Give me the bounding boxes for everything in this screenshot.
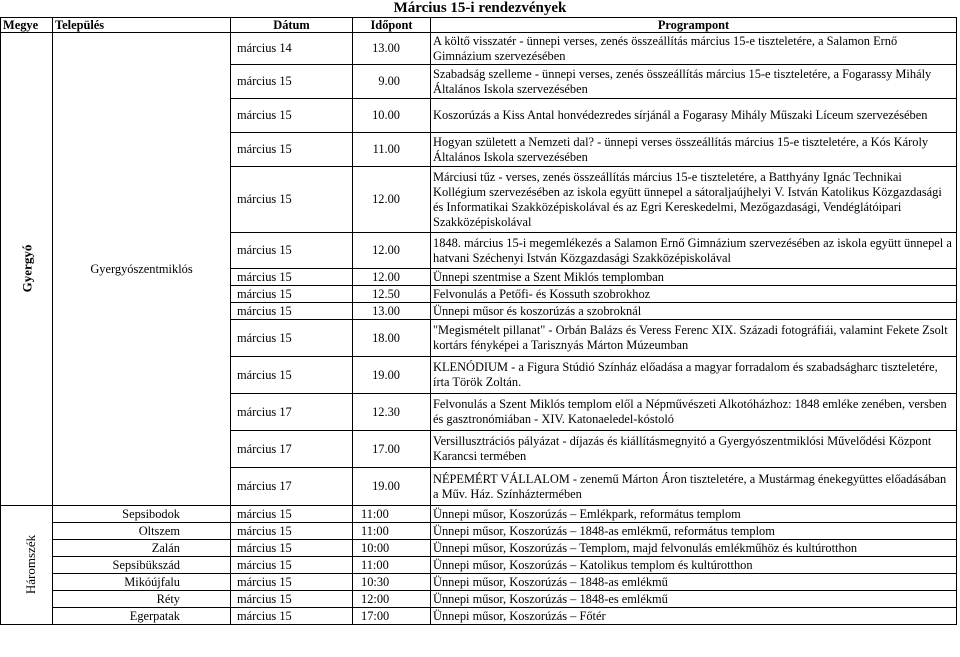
- date-cell: március 15: [231, 357, 353, 394]
- program-cell: Versillusztrációs pályázat - díjazás és kiállításmegnyitó a Gyergyószentmiklósi Művelődési Központ Karancsi termében: [431, 431, 957, 468]
- header-row: [1, 18, 957, 33]
- program-cell: Felvonulás a Szent Miklós templom elől a Népművészeti Alkotóházhoz: 1848 emléke zenében, versben és gasztronómiában - XIV. Katonaeledel-kóstoló: [431, 394, 957, 431]
- time-cell: 17:00: [353, 608, 431, 625]
- program-cell: Ünnepi műsor, Koszorúzás – 1848-as emlékmű, református templom: [431, 523, 957, 540]
- program-cell: Felvonulás a Petőfi- és Kossuth szobrokhoz: [431, 286, 957, 303]
- telepules-cell: Egerpatak: [53, 608, 231, 625]
- telepules-cell: Zalán: [53, 540, 231, 557]
- header-megye: Megye: [1, 18, 53, 33]
- program-cell: KLENÓDIUM - a Figura Stúdió Színház előadása a magyar forradalom és szabadságharc tiszteletére, írta Török Zoltán.: [431, 357, 957, 394]
- events-table: [0, 17, 957, 625]
- time-cell: 19.00: [353, 468, 431, 506]
- megye-cell-haromszek: [1, 506, 53, 625]
- table-row: [1, 540, 957, 557]
- time-cell: 12.00: [353, 167, 431, 233]
- program-cell: Ünnepi műsor, Koszorúzás – Templom, majd felvonulás emlékműhöz és kultúrotthon: [431, 540, 957, 557]
- program-cell: "Megismételt pillanat" - Orbán Balázs és Veress Ferenc XIX. Századi fotográfiái, valamint Fekete Zsolt kortárs fényképei a Tarisznyás Márton Múzeumban: [431, 320, 957, 357]
- program-cell: A költő visszatér - ünnepi verses, zenés összeállítás március 15-e tiszteletére, a Salamon Ernő Gimnázium szervezésében: [431, 33, 957, 65]
- program-cell: Koszorúzás a Kiss Antal honvédezredes sírjánál a Fogarasy Mihály Műszaki Líceum szervezésében: [431, 99, 957, 133]
- megye-label: Gyergyó: [19, 244, 34, 293]
- program-cell: Márciusi tűz - verses, zenés összeállítás március 15-e tiszteletére, a Batthyány Ignác Technikai Kollégium szervezésében az iskola együtt ünnepel a sátoraljaújhelyi V. István Katolikus Közgazdasági és Informatikai Szakközépiskolával és az Egri Kereskedelmi, Mezőgazdasági, Vendéglátóipari Szakközépiskolával: [431, 167, 957, 233]
- date-cell: március 15: [231, 286, 353, 303]
- program-cell: Ünnepi műsor, Koszorúzás – Főtér: [431, 608, 957, 625]
- program-cell: Ünnepi műsor, Koszorúzás – Katolikus templom és kultúrotthon: [431, 557, 957, 574]
- time-cell: 13.00: [353, 33, 431, 65]
- program-cell: Ünnepi szentmise a Szent Miklós templomban: [431, 269, 957, 286]
- date-cell: március 17: [231, 468, 353, 506]
- program-cell: Ünnepi műsor és koszorúzás a szobroknál: [431, 303, 957, 320]
- program-cell: Ünnepi műsor, Koszorúzás – 1848-es emlékmű: [431, 591, 957, 608]
- table-row: [1, 523, 957, 540]
- time-cell: 12.00: [353, 233, 431, 269]
- telepules-cell: Sepsibodok: [53, 506, 231, 523]
- telepules-cell: Mikóújfalu: [53, 574, 231, 591]
- program-cell: Hogyan született a Nemzeti dal? - ünnepi verses összeállítás március 15-e tiszteletére, a Kós Károly Általános Iskola szervezésében: [431, 133, 957, 167]
- time-cell: 11:00: [353, 557, 431, 574]
- date-cell: március 15: [231, 557, 353, 574]
- telepules-cell: Gyergyószentmiklós: [53, 33, 231, 506]
- table-row: [1, 591, 957, 608]
- megye-cell-gyergyo: [1, 33, 53, 506]
- program-cell: NÉPEMÉRT VÁLLALOM - zenemű Márton Áron tiszteletére, a Mustármag énekegyüttes előadásában a Műv. Ház. Színháztermében: [431, 468, 957, 506]
- date-cell: március 15: [231, 65, 353, 99]
- date-cell: március 15: [231, 506, 353, 523]
- time-cell: 17.00: [353, 431, 431, 468]
- table-row: [1, 33, 957, 65]
- header-programpont: Programpont: [431, 18, 957, 33]
- header-telepules: Település: [53, 18, 231, 33]
- telepules-cell: Sepsibükszád: [53, 557, 231, 574]
- date-cell: március 15: [231, 608, 353, 625]
- document-title: Március 15-i rendezvények: [393, 0, 567, 16]
- telepules-cell: Réty: [53, 591, 231, 608]
- megye-label: Háromszék: [23, 534, 39, 595]
- time-cell: 10:30: [353, 574, 431, 591]
- time-cell: 12.30: [353, 394, 431, 431]
- table-row: [1, 608, 957, 625]
- date-cell: március 15: [231, 133, 353, 167]
- date-cell: március 15: [231, 574, 353, 591]
- date-cell: március 17: [231, 431, 353, 468]
- table-row: [1, 557, 957, 574]
- time-cell: 18.00: [353, 320, 431, 357]
- program-cell: Ünnepi műsor, Koszorúzás – Emlékpark, református templom: [431, 506, 957, 523]
- time-cell: 10:00: [353, 540, 431, 557]
- header-idopont: Időpont: [353, 18, 431, 33]
- time-cell: 12.00: [353, 269, 431, 286]
- date-cell: március 14: [231, 33, 353, 65]
- time-cell: 12.50: [353, 286, 431, 303]
- time-cell: 9.00: [353, 65, 431, 99]
- time-cell: 12:00: [353, 591, 431, 608]
- time-cell: 19.00: [353, 357, 431, 394]
- program-cell: Ünnepi műsor, Koszorúzás – 1848-as emlékmű: [431, 574, 957, 591]
- date-cell: március 15: [231, 99, 353, 133]
- program-cell: Szabadság szelleme - ünnepi verses, zenés összeállítás március 15-e tiszteletére, a Fogarassy Mihály Általános Iskola szervezésében: [431, 65, 957, 99]
- date-cell: március 15: [231, 540, 353, 557]
- events-body: [1, 33, 957, 625]
- time-cell: 11:00: [353, 506, 431, 523]
- date-cell: március 15: [231, 320, 353, 357]
- program-cell: 1848. március 15-i megemlékezés a Salamon Ernő Gimnázium szervezésében az iskola együtt ünnepel a hatvani Széchenyi István Közgazdasági Szakközépiskolával: [431, 233, 957, 269]
- date-cell: március 15: [231, 233, 353, 269]
- time-cell: 10.00: [353, 99, 431, 133]
- table-row: [1, 506, 957, 523]
- date-cell: március 15: [231, 303, 353, 320]
- date-cell: március 15: [231, 523, 353, 540]
- telepules-cell: Oltszem: [53, 523, 231, 540]
- header-datum: Dátum: [231, 18, 353, 33]
- time-cell: 13.00: [353, 303, 431, 320]
- time-cell: 11.00: [353, 133, 431, 167]
- date-cell: március 15: [231, 269, 353, 286]
- date-cell: március 15: [231, 167, 353, 233]
- table-row: [1, 574, 957, 591]
- date-cell: március 17: [231, 394, 353, 431]
- time-cell: 11:00: [353, 523, 431, 540]
- date-cell: március 15: [231, 591, 353, 608]
